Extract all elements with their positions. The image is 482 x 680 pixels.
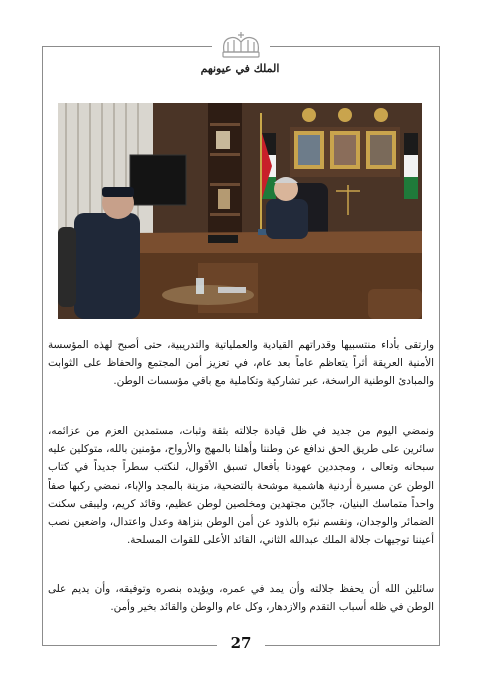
page-number: 27 bbox=[230, 634, 252, 652]
header-calligraphy: الملك في عيونهم bbox=[200, 62, 280, 75]
frame-right-rule bbox=[439, 46, 440, 646]
photo-scene bbox=[58, 103, 422, 319]
frame-left-rule bbox=[42, 46, 43, 646]
paragraph-2: ونمضي اليوم من جديد في ظل قيادة جلالته بثقة وثبات، مستمدين العزم من عزائمه، سائرين على طريق الحق ندافع عن وطننا وأهلنا بالمهج والأرواح، مؤمنين بالله، متوكلين عليه سبحانه وتعالى ، ومجددين عهودنا بأفعال تسبق الأقوال، لنكتب سطراً جديداً في كتاب الوطن عن مسيرة أردنية هاشمية موشحة بالتضحية، مزينة بالمجد والإباء، نمضي ركبها صفاً واحداً متماسك البنيان، جادّين مجتهدين ومخلصين لوطن عظيم، وقائد كريم، وليبقى سكنت الضمائر والوجدان، ونقسم نبرّه بالذود عن أمن الوطن بنزاهة وعدل واعتدال، واضعين نصب أعيننا توجيهات جلالة الملك عبدالله الثاني، القائد الأعلى للقوات المسلحة. bbox=[48, 425, 434, 547]
paragraph-3: سائلين الله أن يحفظ جلالته وأن يمد في عمره، ويؤيده بنصره وتوفيقه، وأن يديم على الوطن في ظله أسباب التقدم والازدهار، وكل عام والوطن والقائد بخير وأمن. bbox=[48, 583, 434, 614]
frame-top-right-rule bbox=[270, 46, 440, 47]
paragraph-1: وارتقى بأداء منتسبيها وقدراتهم القيادية والعملياتية والتدريبية، حتى أصبح لهذه المؤسسة الأمنية العريقة أثراً يتعاظم عاماً بعد عام، في تعزيز أمن المجتمع والحفاظ على الثوابت والمبادئ الوطنية الراسخة، عبر تشاركية وتكاملية مع باقي مؤسسات الوطن. bbox=[48, 339, 434, 388]
crown-icon bbox=[218, 30, 264, 60]
photograph bbox=[58, 103, 422, 319]
frame-top-left-rule bbox=[42, 46, 212, 47]
